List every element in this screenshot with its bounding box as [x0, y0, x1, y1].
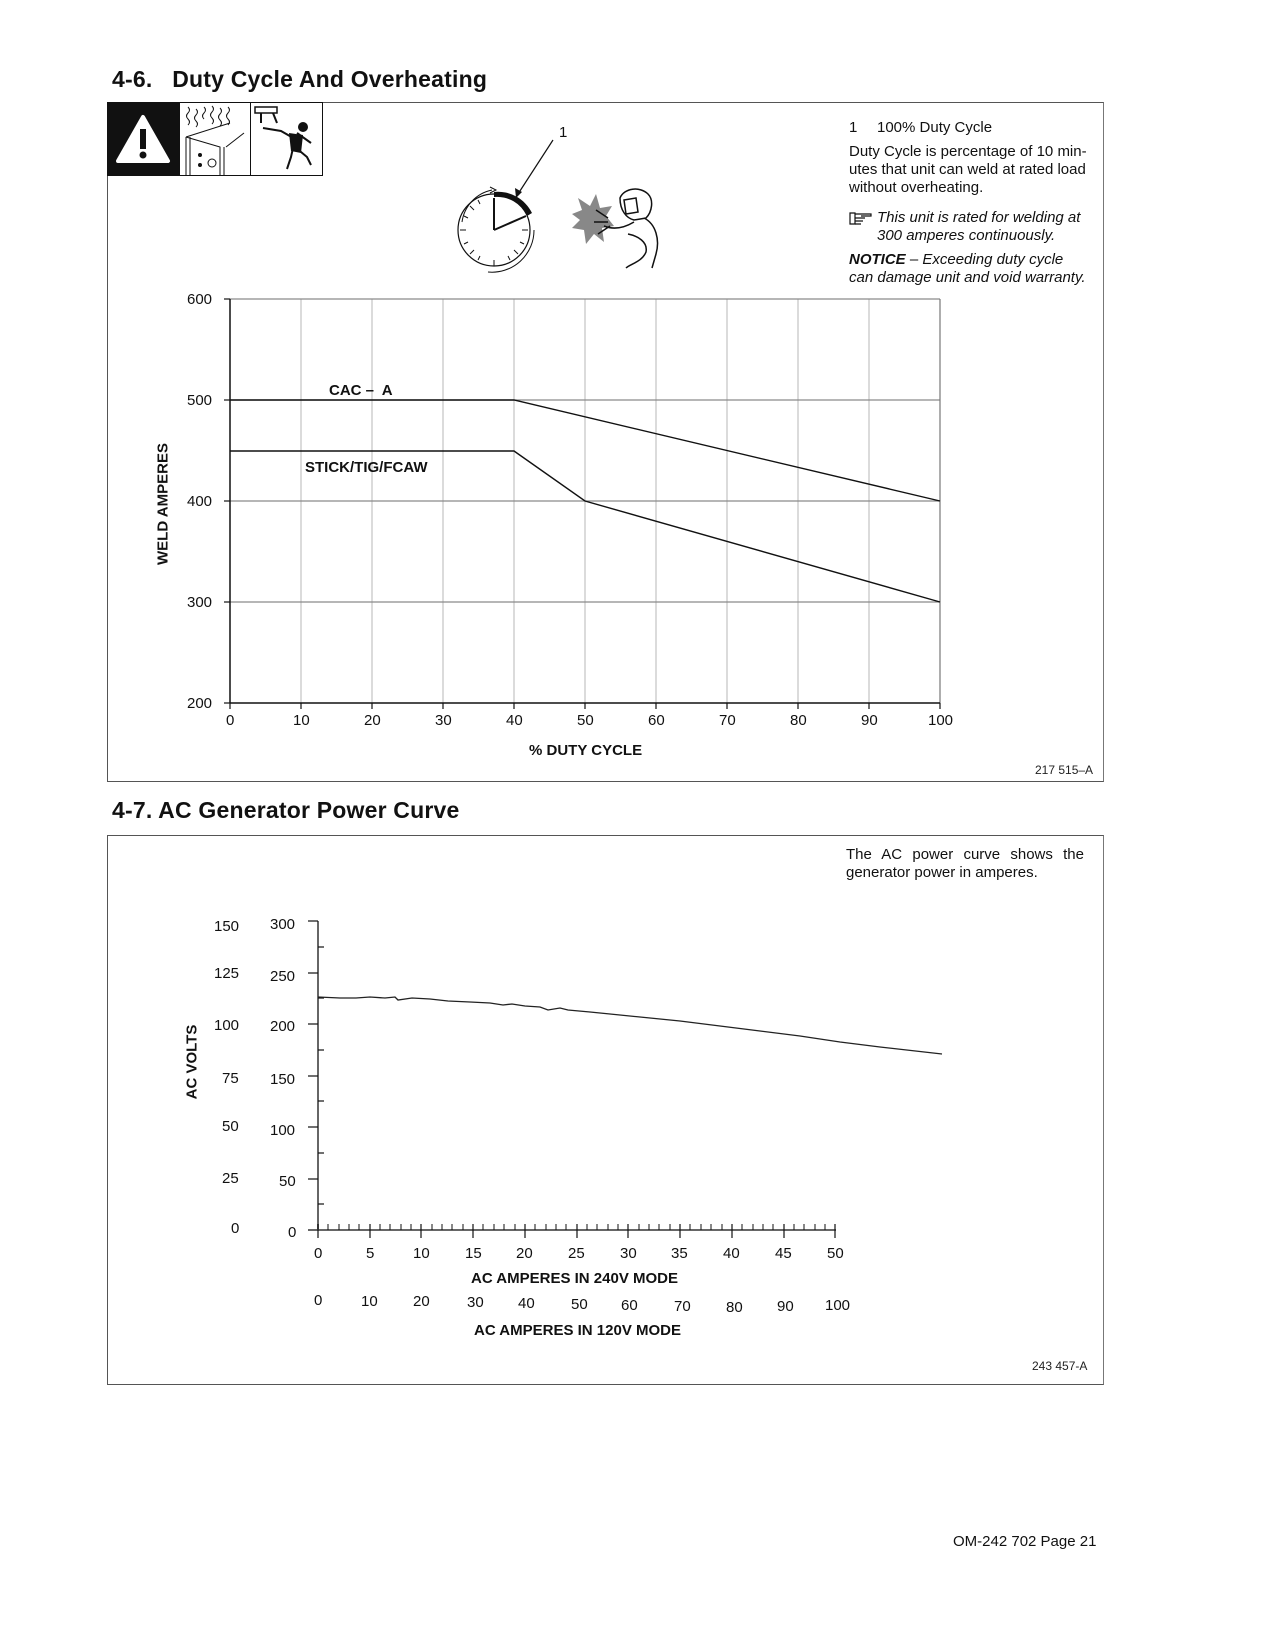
x-tick-240v: 5 — [366, 1245, 375, 1262]
y-axis-title: AC VOLTS — [183, 1024, 201, 1100]
y-tick-120v: 100 — [214, 1017, 240, 1034]
x-tick-240v: 20 — [516, 1245, 533, 1262]
x-tick-120v: 40 — [518, 1295, 535, 1312]
x-tick-240v: 25 — [568, 1245, 585, 1262]
description-line: generator power in amperes. — [846, 864, 1038, 881]
y-tick: 300 — [187, 594, 213, 611]
description-line: utes that unit can weld at rated load — [849, 161, 1086, 178]
y-tick-240v: 300 — [270, 916, 296, 933]
y-tick-240v: 250 — [270, 968, 296, 985]
y-tick-240v: 0 — [288, 1224, 297, 1241]
y-tick-120v: 50 — [222, 1118, 239, 1135]
y-tick-240v: 150 — [270, 1071, 296, 1088]
description-line: without overheating. — [849, 179, 984, 196]
x-tick-120v: 0 — [314, 1292, 323, 1309]
x-tick-120v: 50 — [571, 1296, 588, 1313]
x-tick-240v: 35 — [671, 1245, 688, 1262]
notice-line: Exceeding duty cycle — [922, 251, 1064, 268]
x-tick-120v: 80 — [726, 1299, 743, 1316]
y-tick: 500 — [187, 392, 213, 409]
y-tick-240v: 200 — [270, 1018, 296, 1035]
section-title-ac-generator: 4-7. AC Generator Power Curve — [112, 797, 460, 823]
y-tick-240v: 100 — [270, 1122, 296, 1139]
x-tick: 10 — [293, 712, 310, 729]
x-tick-120v: 10 — [361, 1293, 378, 1310]
x-tick-240v: 0 — [314, 1245, 323, 1262]
x-tick-240v: 45 — [775, 1245, 792, 1262]
x-tick: 90 — [861, 712, 878, 729]
x-tick: 70 — [719, 712, 736, 729]
note-line: 300 amperes continuously. — [877, 227, 1056, 244]
x-tick-240v: 10 — [413, 1245, 430, 1262]
y-tick: 400 — [187, 493, 213, 510]
x-tick: 80 — [790, 712, 807, 729]
series-label-cac-a: CAC – A — [329, 382, 393, 399]
y-tick-120v: 125 — [214, 965, 240, 982]
x-tick-240v: 15 — [465, 1245, 482, 1262]
page-footer: OM-242 702 Page 21 — [953, 1533, 1097, 1550]
x-tick-240v: 50 — [827, 1245, 844, 1262]
x-tick-120v: 20 — [413, 1293, 430, 1310]
figure-reference: 243 457-A — [1032, 1359, 1088, 1373]
notice-line: can damage unit and void warranty. — [849, 269, 1086, 286]
y-tick-240v: 50 — [279, 1173, 296, 1190]
notice-dash: – — [905, 251, 923, 268]
description-line: Duty Cycle is percentage of 10 min- — [849, 143, 1087, 160]
item-label: 100% Duty Cycle — [877, 119, 993, 136]
y-tick-120v: 75 — [222, 1070, 239, 1087]
x-tick: 20 — [364, 712, 381, 729]
x-axis-title: % DUTY CYCLE — [529, 742, 643, 759]
notice-label: NOTICE — [849, 251, 906, 268]
y-tick: 600 — [187, 291, 213, 308]
x-tick: 60 — [648, 712, 665, 729]
y-tick-120v: 25 — [222, 1170, 239, 1187]
x-axis-title-120v: AC AMPERES IN 120V MODE — [474, 1322, 681, 1339]
note-line: This unit is rated for welding at — [877, 209, 1081, 226]
description-line: The AC power curve shows the — [846, 846, 1084, 863]
x-axis-title-240v: AC AMPERES IN 240V MODE — [471, 1270, 678, 1287]
x-tick: 100 — [928, 712, 954, 729]
x-tick-120v: 60 — [621, 1297, 638, 1314]
x-tick: 50 — [577, 712, 594, 729]
figure-reference: 217 515–A — [1035, 763, 1094, 777]
x-tick-120v: 70 — [674, 1298, 691, 1315]
x-tick-120v: 100 — [825, 1297, 851, 1314]
y-axis-title: WELD AMPERES — [154, 443, 172, 565]
x-tick-240v: 40 — [723, 1245, 740, 1262]
x-tick-240v: 30 — [620, 1245, 637, 1262]
x-tick-120v: 90 — [777, 1298, 794, 1315]
x-tick: 0 — [226, 712, 235, 729]
y-tick-120v: 150 — [214, 918, 240, 935]
x-tick: 30 — [435, 712, 452, 729]
ac-power-curve-line — [318, 997, 942, 1054]
section-title-duty-cycle: 4-6. Duty Cycle And Overheating — [112, 66, 488, 92]
y-tick-120v: 0 — [231, 1220, 240, 1237]
callout-number: 1 — [559, 124, 568, 141]
x-tick: 40 — [506, 712, 523, 729]
x-tick-120v: 30 — [467, 1294, 484, 1311]
series-label-stick-tig-fcaw: STICK/TIG/FCAW — [305, 459, 428, 476]
y-tick: 200 — [187, 695, 213, 712]
item-number: 1 — [849, 119, 858, 136]
